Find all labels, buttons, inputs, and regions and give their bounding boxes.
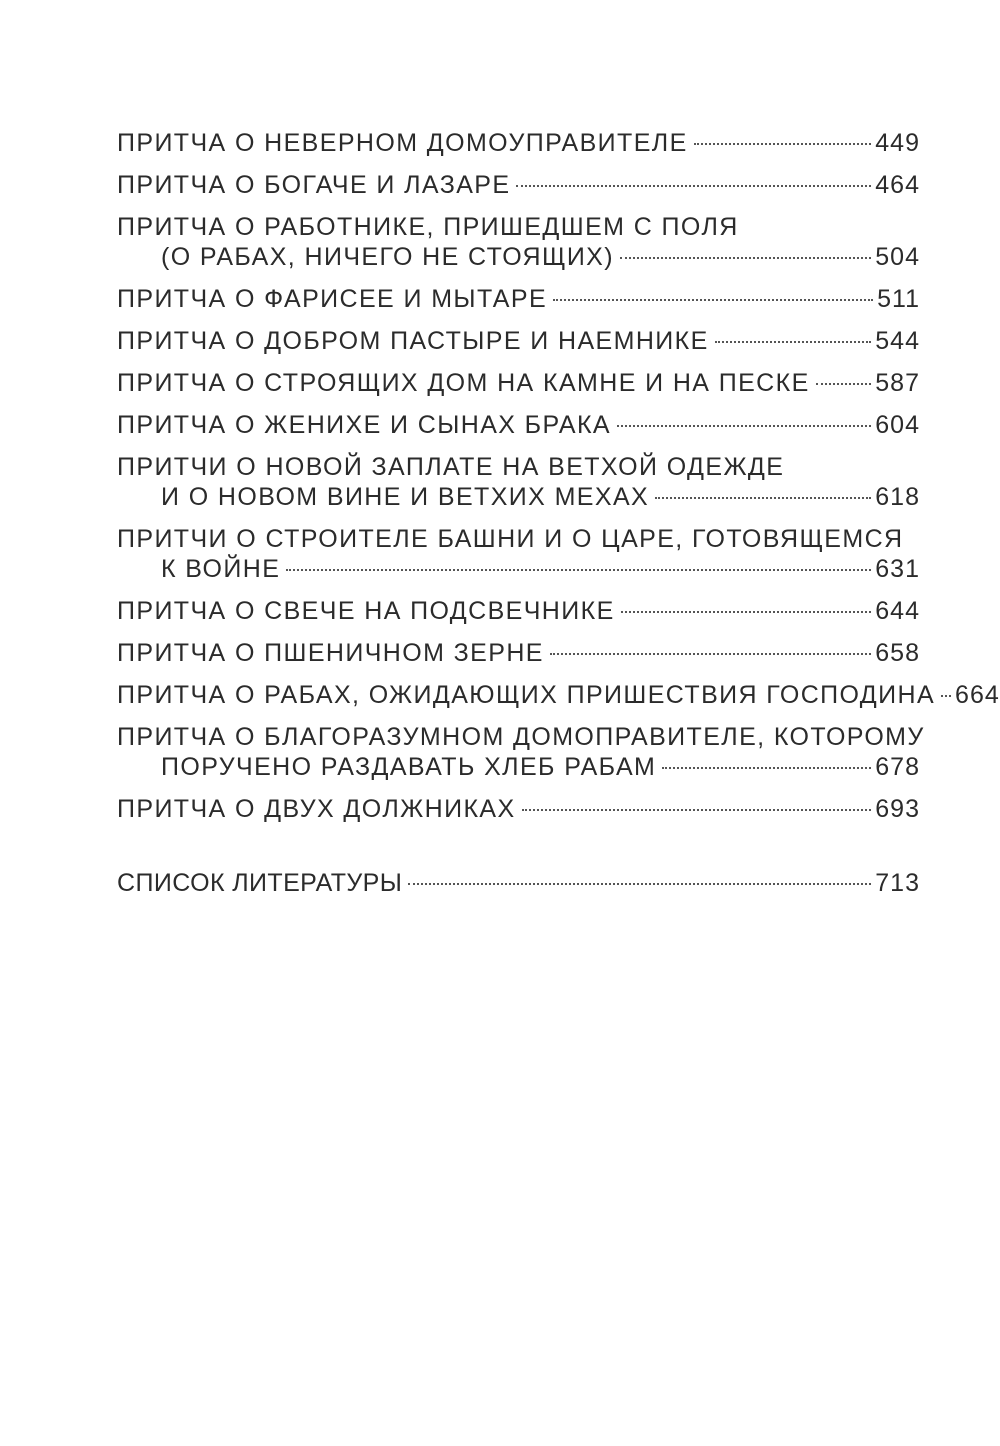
toc-page-number: 631 bbox=[875, 555, 920, 583]
toc-entry[interactable] bbox=[117, 284, 920, 314]
toc-line bbox=[117, 170, 920, 200]
toc-entry-title: ПРИТЧА О РАБАХ, ОЖИДАЮЩИХ ПРИШЕСТВИЯ ГОСПОДИНА bbox=[117, 681, 936, 709]
leader-dots bbox=[516, 185, 871, 187]
toc-entry[interactable] bbox=[117, 452, 920, 512]
toc-line bbox=[117, 752, 920, 782]
leader-dots bbox=[694, 143, 872, 145]
toc-entry[interactable] bbox=[117, 368, 920, 398]
leader-dots bbox=[408, 883, 871, 885]
toc-entry-title: ПРИТЧА О ДВУХ ДОЛЖНИКАХ bbox=[117, 795, 516, 823]
toc-entry-title: ПРИТЧА О СВЕЧЕ НА ПОДСВЕЧНИКЕ bbox=[117, 597, 615, 625]
leader-dots bbox=[941, 695, 951, 697]
toc-entry-title: ПРИТЧА О БОГАЧЕ И ЛАЗАРЕ bbox=[117, 171, 511, 199]
toc-entry-title: ПРИТЧА О ПШЕНИЧНОМ ЗЕРНЕ bbox=[117, 639, 544, 667]
toc-line bbox=[117, 596, 920, 626]
toc-line bbox=[117, 482, 920, 512]
toc-line bbox=[117, 326, 920, 356]
toc-entry[interactable] bbox=[117, 128, 920, 158]
toc-page-number: 544 bbox=[875, 327, 920, 355]
toc-entry-title: ПРИТЧА О НЕВЕРНОМ ДОМОУПРАВИТЕЛЕ bbox=[117, 129, 688, 157]
leader-dots bbox=[617, 425, 871, 427]
toc-entry[interactable] bbox=[117, 680, 1000, 710]
toc-entry-title: ПРИТЧИ О НОВОЙ ЗАПЛАТЕ НА ВЕТХОЙ ОДЕЖДЕ bbox=[117, 453, 785, 481]
toc-line bbox=[117, 368, 920, 398]
leader-dots bbox=[715, 341, 872, 343]
toc-page-number: 658 bbox=[875, 639, 920, 667]
toc-page-number: 644 bbox=[875, 597, 920, 625]
table-of-contents bbox=[117, 128, 1000, 910]
toc-list bbox=[117, 128, 1000, 824]
leader-dots bbox=[662, 767, 871, 769]
leader-dots bbox=[286, 569, 871, 571]
toc-line bbox=[117, 680, 1000, 710]
toc-entry-title: ПРИТЧА О РАБОТНИКЕ, ПРИШЕДШЕМ С ПОЛЯ bbox=[117, 213, 739, 241]
toc-line bbox=[117, 794, 920, 824]
toc-entry[interactable] bbox=[117, 638, 920, 668]
leader-dots bbox=[655, 497, 871, 499]
toc-page-number: 449 bbox=[875, 129, 920, 157]
toc-page-number: 604 bbox=[875, 411, 920, 439]
toc-line bbox=[117, 722, 925, 752]
toc-line bbox=[117, 868, 920, 898]
toc-entry[interactable] bbox=[117, 596, 920, 626]
toc-entry[interactable] bbox=[117, 794, 920, 824]
leader-dots bbox=[550, 653, 871, 655]
toc-entry-title: ПРИТЧИ О СТРОИТЕЛЕ БАШНИ И О ЦАРЕ, ГОТОВЯЩЕМСЯ bbox=[117, 525, 904, 553]
toc-page-number: 511 bbox=[877, 285, 920, 313]
toc-entry-title: ПРИТЧА О СТРОЯЩИХ ДОМ НА КАМНЕ И НА ПЕСКЕ bbox=[117, 369, 810, 397]
leader-dots bbox=[816, 383, 872, 385]
toc-entry-title: СПИСОК ЛИТЕРАТУРЫ bbox=[117, 869, 403, 897]
toc-line bbox=[117, 554, 920, 584]
toc-line bbox=[117, 284, 920, 314]
leader-dots bbox=[522, 809, 872, 811]
toc-line bbox=[117, 410, 920, 440]
toc-entry-title: ПРИТЧА О ЖЕНИХЕ И СЫНАХ БРАКА bbox=[117, 411, 612, 439]
toc-line bbox=[117, 128, 920, 158]
toc-line bbox=[117, 524, 920, 554]
toc-page-number: 587 bbox=[875, 369, 920, 397]
toc-page-number: 678 bbox=[875, 753, 920, 781]
toc-line bbox=[117, 452, 920, 482]
toc-line bbox=[117, 638, 920, 668]
leader-dots bbox=[553, 299, 873, 301]
toc-entry[interactable] bbox=[117, 212, 920, 272]
toc-entry-title: ПОРУЧЕНО РАЗДАВАТЬ ХЛЕБ РАБАМ bbox=[161, 753, 657, 781]
toc-entry[interactable] bbox=[117, 524, 920, 584]
toc-entry-title: ПРИТЧА О ДОБРОМ ПАСТЫРЕ И НАЕМНИКЕ bbox=[117, 327, 709, 355]
toc-entry-title: ПРИТЧА О ФАРИСЕЕ И МЫТАРЕ bbox=[117, 285, 548, 313]
toc-entry[interactable] bbox=[117, 170, 920, 200]
leader-dots bbox=[620, 257, 871, 259]
toc-entry[interactable] bbox=[117, 326, 920, 356]
toc-page-number: 713 bbox=[875, 869, 920, 897]
toc-page-number: 464 bbox=[875, 171, 920, 199]
toc-entry-title: К ВОЙНЕ bbox=[161, 555, 281, 583]
toc-entry-bibliography[interactable] bbox=[117, 868, 920, 898]
toc-line bbox=[117, 242, 920, 272]
toc-entry-title: (О РАБАХ, НИЧЕГО НЕ СТОЯЩИХ) bbox=[161, 243, 614, 271]
toc-page-number: 664 bbox=[955, 681, 1000, 709]
toc-entry[interactable] bbox=[117, 410, 920, 440]
toc-entry-title: ПРИТЧА О БЛАГОРАЗУМНОМ ДОМОПРАВИТЕЛЕ, КОТОРОМУ bbox=[117, 723, 925, 751]
toc-entry[interactable] bbox=[117, 722, 925, 782]
toc-page-number: 693 bbox=[875, 795, 920, 823]
toc-line bbox=[117, 212, 920, 242]
leader-dots bbox=[621, 611, 872, 613]
toc-page-number: 504 bbox=[875, 243, 920, 271]
toc-page-number: 618 bbox=[875, 483, 920, 511]
toc-entry-title: И О НОВОМ ВИНЕ И ВЕТХИХ МЕХАХ bbox=[161, 483, 650, 511]
